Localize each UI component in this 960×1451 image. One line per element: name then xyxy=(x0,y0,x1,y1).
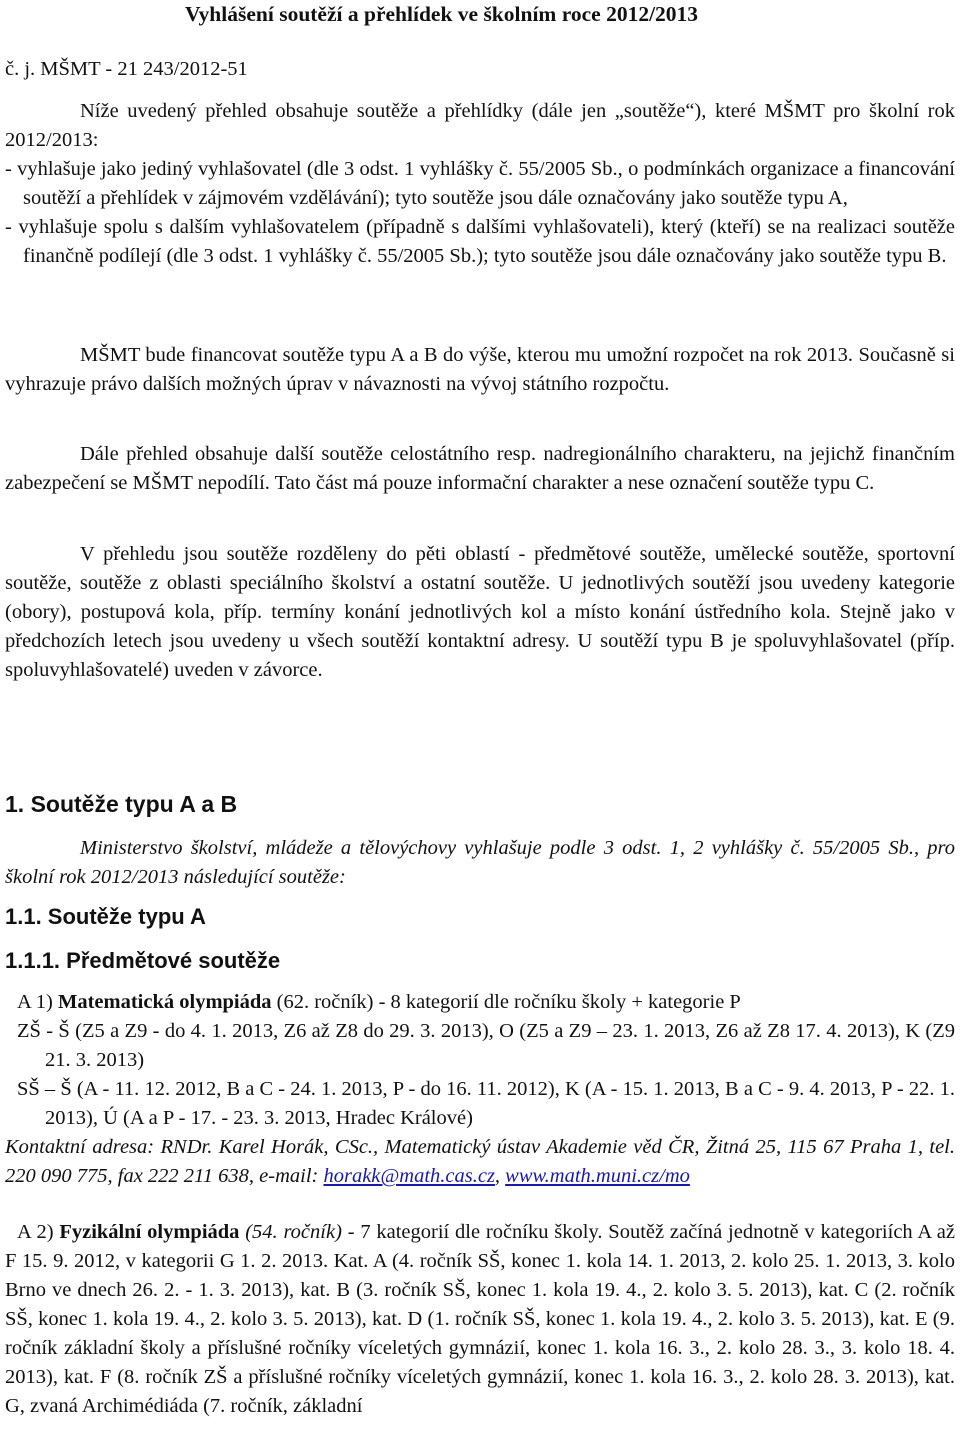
competition-a1 xyxy=(5,988,955,1191)
reference-number: č. j. MŠMT - 21 243/2012-51 xyxy=(5,58,248,80)
document-title: Vyhlášení soutěží a přehlídek ve školním roce 2012/2013 xyxy=(185,2,699,26)
competition-description: - 7 kategorií dle ročníku školy. Soutěž začíná jednotně v kategoriích A až F 15. 9. 2012, v kategorii G 1. 2. 2013. Kat. A (4. ročník SŠ, konec 1. kola 14. 1. 2013, 2. kolo 25. 1. 2013, 3. kolo Brno ve dnech 26. 2. - 1. 3. 2013), kat. B (3. ročník SŠ, konec 1. kola 19. 4., 2. kolo 3. 5. 2013), kat. C (2. ročník SŠ, konec 1. kola 19. 4., 2. kolo 3. 5. 2013), kat. D (1. ročník SŠ, konec 1. kola 19. 4., 2. kolo 3. 5. 2013), kat. E (9. ročník základní školy a příslušné ročníky víceletých gymnázií, konec 1. kola 16. 3., 2. kolo 28. 3., 3. kolo 18. 4. 2013), kat. F (8. ročník ZŠ a příslušné ročníky víceletých gymnázií, konec 1. kola 16. 3., 2. kolo 28. 3. 2013), kat. G, zvaná Archimédiáda (7. ročník, základní xyxy=(5,1221,955,1417)
competition-edition: (62. ročník) xyxy=(276,991,374,1013)
type-c-paragraph-block xyxy=(5,440,955,498)
section-intro: Ministerstvo školství, mládeže a tělovýchovy vyhlašuje podle 3 odst. 1, 2 vyhlášky č. 55/2005 Sb., pro školní rok 2012/2013 následující soutěže: xyxy=(5,837,955,888)
competition-a1-zs: ZŠ - Š (Z5 a Z9 - do 4. 1. 2013, Z6 až Z8 do 29. 3. 2013), O (Z5 a Z9 – 23. 1. 2013, Z6 až Z8 17. 4. 2013), K (Z9 21. 3. 2013) xyxy=(17,1020,955,1071)
overview-paragraph-block xyxy=(5,540,955,685)
section-heading: 1. Soutěže typu A a B xyxy=(5,791,238,817)
intro-section xyxy=(5,97,955,271)
competition-a1-line xyxy=(5,988,955,1017)
email-link[interactable]: horakk@math.cas.cz xyxy=(323,1165,495,1187)
financing-paragraph-block xyxy=(5,341,955,399)
contact-comma: , xyxy=(494,1165,501,1187)
overview-paragraph: V přehledu jsou soutěže rozděleny do pěti oblastí - předmětové soutěže, umělecké soutěže, sportovní soutěže, soutěže z oblasti speciálního školství a ostatní soutěže. U jednotlivých soutěží jsou uvedeny kategorie (obory), postupová kola, příp. termíny konání jednotlivých kol a místo konání ústředního kola. Stejně jako v předchozích letech jsou uvedeny u všech soutěží kontaktní adresy. U soutěží typu B je spoluvyhlašovatel (příp. spoluvyhlašovatelé) uveden v závorce. xyxy=(5,543,955,681)
competition-code: A 1) xyxy=(17,991,53,1013)
competition-name: Fyzikální olympiáda xyxy=(59,1221,240,1243)
financing-paragraph: MŠMT bude financovat soutěže typu A a B do výše, kterou mu umožní rozpočet na rok 2013. Současně si vyhrazuje právo dalších možných úprav v návaznosti na vývoj státního rozpočtu. xyxy=(5,344,955,395)
subsubsection-heading: 1.1.1. Předmětové soutěže xyxy=(5,948,281,973)
competition-a1-contact xyxy=(5,1133,955,1191)
competition-edition: (54. ročník) xyxy=(245,1221,342,1243)
bullet-type-b: - vyhlašuje spolu s dalším vyhlašovatelem (případně s dalšími vyhlašovateli), který (kteří) se na realizaci soutěže finančně podílejí (dle 3 odst. 1 vyhlášky č. 55/2005 Sb.); tyto soutěže jsou dále označovány jako soutěže typu B. xyxy=(5,216,955,267)
competition-a2 xyxy=(5,1218,955,1421)
intro-paragraph: Níže uvedený přehled obsahuje soutěže a přehlídky (dále jen „soutěže“), které MŠMT pro školní rok 2012/2013: xyxy=(5,100,955,151)
competition-a1-ss: SŠ – Š (A - 11. 12. 2012, B a C - 24. 1. 2013, P - do 16. 11. 2012), K (A - 15. 1. 2013, B a C - 9. 4. 2013, P - 22. 1. 2013), Ú (A a P - 17. - 23. 3. 2013, Hradec Králové) xyxy=(17,1078,955,1129)
website-link[interactable]: www.math.muni.cz/mo xyxy=(505,1165,690,1187)
competition-description: - 8 kategorií dle ročníku školy + kategorie P xyxy=(378,991,741,1013)
section-intro-block xyxy=(5,834,955,892)
contact-text: Kontaktní adresa: RNDr. Karel Horák, CSc., Matematický ústav Akademie věd ČR, Žitná 25, 115 67 Praha 1, tel. 220 090 775, fax 222 211 638, e-mail: xyxy=(5,1136,955,1187)
competition-name: Matematická olympiáda xyxy=(58,991,272,1013)
type-c-paragraph: Dále přehled obsahuje další soutěže celostátního resp. nadregionálního charakteru, na jejichž finančním zabezpečení se MŠMT nepodílí. Tato část má pouze informační charakter a nese označení soutěže typu C. xyxy=(5,443,955,494)
bullet-type-a: - vyhlašuje jako jediný vyhlašovatel (dle 3 odst. 1 vyhlášky č. 55/2005 Sb., o podmínkách organizace a financování soutěží a přehlídek v zájmovém vzdělávání); tyto soutěže jsou dále označovány jako soutěže typu A, xyxy=(5,158,955,209)
competition-a2-text xyxy=(5,1218,955,1421)
competition-code: A 2) xyxy=(17,1221,54,1243)
subsection-heading: 1.1. Soutěže typu A xyxy=(5,904,206,929)
